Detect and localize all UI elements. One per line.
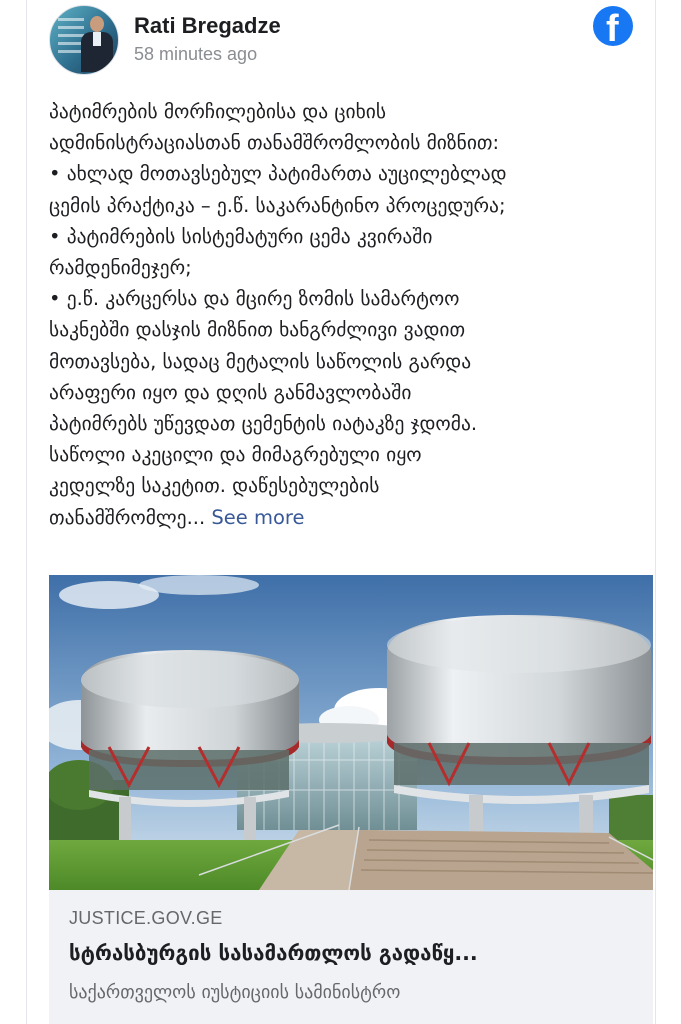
avatar-figure-shirt bbox=[93, 32, 101, 46]
post-text-line: ადმინისტრაციასთან თანამშრომლობის მიზნით: bbox=[49, 131, 500, 155]
post-text-line: რამდენიმეჯერ; bbox=[49, 256, 192, 280]
post-timestamp[interactable]: 58 minutes ago bbox=[134, 44, 258, 64]
author-name[interactable]: Rati Bregadze bbox=[134, 13, 281, 38]
see-more-link[interactable]: See more bbox=[211, 505, 305, 529]
post-text-last-line bbox=[49, 502, 645, 533]
post-text-line: პატიმრების მორჩილებისა და ციხის bbox=[49, 100, 387, 123]
post-text-line: • ახლად მოთავსებულ პატიმართა აუცილებლად bbox=[49, 162, 507, 186]
post-text-line: საწოლი აკეცილი და მიმაგრებული იყო bbox=[49, 443, 422, 467]
facebook-post-card bbox=[26, 0, 656, 1024]
link-title[interactable]: სტრასბურგის სასამართლოს გადაწყ... bbox=[69, 941, 478, 965]
post-text-line: არაფერი იყო და დღის განმავლობაში bbox=[49, 380, 412, 404]
post-body-text bbox=[49, 96, 645, 533]
facebook-icon[interactable] bbox=[593, 6, 633, 46]
avatar[interactable] bbox=[49, 5, 119, 75]
link-subtitle: საქართველოს იუსტიციის სამინისტრო bbox=[69, 982, 401, 1003]
truncated-text: თანამშრომლე... bbox=[49, 505, 206, 529]
link-domain: JUSTICE.GOV.GE bbox=[69, 908, 223, 928]
post-text-line: მოთავსება, სადაც მეტალის საწოლის გარდა bbox=[49, 349, 472, 373]
post-text-line: პატიმრებს უწევდათ ცემენტის იატაკზე ჯდომა. bbox=[49, 412, 478, 436]
post-text-line: • პატიმრების სისტემატური ცემა კვირაში bbox=[49, 224, 433, 248]
preview-image[interactable] bbox=[49, 575, 653, 890]
post-header bbox=[27, 0, 655, 80]
post-text-line: კედელზე საკეტით. დაწესებულების bbox=[49, 474, 380, 498]
post-text-line: ცემის პრაქტიკა – ე.წ. საკარანტინო პროცედურა; bbox=[49, 193, 506, 217]
court-building-photo bbox=[49, 575, 653, 890]
post-text-line: • ე.წ. კარცერსა და მცირე ზომის სამარტოო bbox=[49, 287, 460, 311]
facebook-f-glyph: f bbox=[606, 8, 619, 46]
link-preview[interactable] bbox=[49, 575, 653, 1024]
post-text-line: საკნებში დასჯის მიზნით ხანგრძლივი ვადით bbox=[49, 318, 466, 342]
avatar-figure-head bbox=[90, 16, 104, 32]
